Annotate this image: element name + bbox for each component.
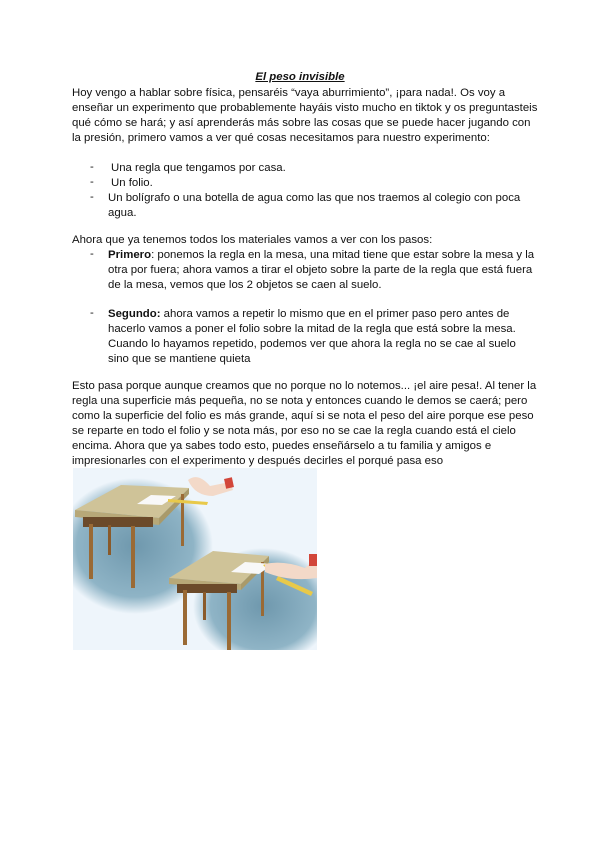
step-item [72, 248, 535, 293]
step-label: Primero [108, 249, 152, 261]
text-line: ahora vamos a repetir lo mismo que en el primer paso pero antes de [160, 308, 510, 320]
text-line: Una regla que tengamos por casa. [111, 162, 286, 174]
text-line: Esto pasa porque aunque creamos que no porque no lo notemos... ¡el aire pesa!. Al tener la [72, 380, 537, 392]
text-line: Hoy vengo a hablar sobre física, pensaréis “vaya aburrimiento”, ¡para nada!. Os voy a [72, 87, 506, 99]
list-item [72, 191, 532, 221]
experiment-illustration [73, 468, 317, 650]
text-line: qué cómo se hará; y así aprenderás más sobre las cosas que se puede hacer jugando con [72, 117, 531, 129]
text-line: de la mesa, vemos que los 2 objetos se caen al suelo. [108, 279, 382, 291]
step-label: Segundo: [108, 308, 161, 320]
text-line: otra por fuera; ahora vamos a tirar el objeto sobre la parte de la regla que está fuera [108, 264, 533, 276]
list-dash: - [90, 248, 94, 260]
text-line: como la superficie del folio es más grande, aquí si se nota el peso del aire porque ese peso [72, 410, 534, 422]
document-title: El peso invisible [255, 71, 345, 83]
text-line: la presión, primero vamos a ver qué cosas necesitamos para nuestro experimento: [72, 132, 490, 144]
text-line: Un bolígrafo o una botella de agua como las que nos traemos al colegio con poca [108, 192, 521, 204]
list-dash: - [90, 161, 94, 173]
materials-list [72, 161, 532, 221]
text-line: impresionarles con el experimento y después decirles el porqué pasa eso [72, 455, 444, 467]
text-line: agua. [108, 207, 137, 219]
list-dash: - [90, 307, 94, 319]
text-line: hacerlo vamos a poner el folio sobre la mitad de la regla que está sobre la mesa. [108, 323, 516, 335]
text-line: se reparte en todo el folio y se nota más, por eso no se cae la regla cuando está el cielo [72, 425, 516, 437]
text-line: : ponemos la regla en la mesa, una mitad tiene que estar sobre la mesa y la [151, 249, 535, 261]
list-item [72, 161, 532, 176]
text-line: encima. Ahora que ya sabes todo esto, puedes enseñárselo a tu familia y amigos e [72, 440, 492, 452]
text-line: enseñar un experimento que probablemente hayáis visto mucho en tiktok y os preguntasteis [72, 102, 538, 114]
steps-intro: Ahora que ya tenemos todos los materiales vamos a ver con los pasos: [72, 234, 433, 246]
text-line: Un folio. [111, 177, 153, 189]
list-item [72, 176, 532, 191]
steps-section [72, 233, 535, 367]
tables-drawing [73, 468, 317, 650]
list-dash: - [90, 176, 94, 188]
list-dash: - [90, 191, 94, 203]
text-line: Cuando lo hayamos repetido, podemos ver que ahora la regla no se cae al suelo [108, 338, 516, 350]
step-item [72, 307, 532, 367]
conclusion-paragraph [72, 379, 537, 469]
text-line: sino que se mantiene quieta [108, 353, 251, 365]
intro-paragraph [72, 86, 538, 146]
text-line: regla una superficie más pequeña, no se nota y entonces cuando le demos se caerá; pero [72, 395, 528, 407]
